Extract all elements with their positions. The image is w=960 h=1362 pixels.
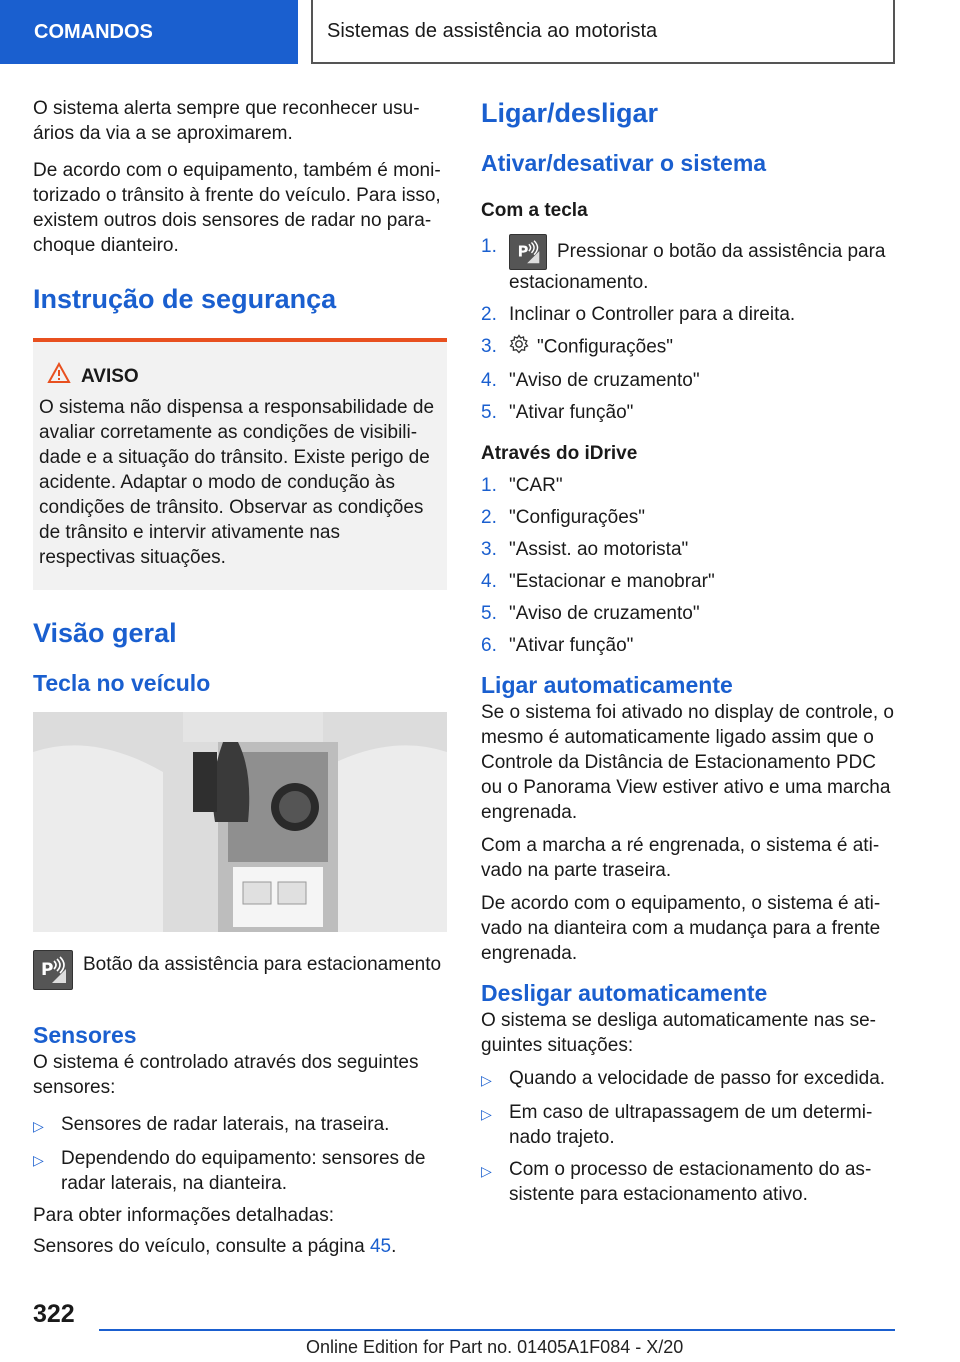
list-item: 4. "Estacionar e manobrar": [481, 571, 715, 592]
bullet-triangle-icon: ▷: [33, 1152, 44, 1168]
more-info-text: Para obter informações detalhadas:: [33, 1205, 335, 1226]
list-item: 3. "Configurações": [481, 334, 896, 361]
onoff-heading: Ligar/desligar: [481, 98, 659, 128]
auto-on-paragraph-2: Com a marcha a ré engrenada, o sistema é ativado na parte traseira.: [481, 835, 880, 881]
footer-edition: Online Edition for Part no. 01405A1F084 - X/20: [306, 1337, 684, 1357]
bullet-triangle-icon: ▷: [481, 1106, 492, 1122]
list-item: 1. "CAR": [481, 475, 563, 496]
intro-paragraph-2: De acordo com o equipamento, também é monitorizado o trânsito à frente do veículo. Para isso, existem outros dois sensores de radar no para-choque dianteiro.: [33, 160, 441, 256]
list-item: ▷ Em caso de ultrapassagem de um determinado trajeto.: [481, 1102, 873, 1148]
auto-on-heading: Ligar automaticamente: [481, 672, 733, 698]
list-item: 4. "Aviso de cruzamento": [481, 370, 700, 391]
bullet-triangle-icon: ▷: [33, 1118, 44, 1134]
auto-off-text: O sistema se desliga automaticamente nas seguintes situações:: [481, 1010, 876, 1056]
idrive-heading: Através do iDrive: [481, 443, 638, 464]
right-column: [481, 96, 896, 1214]
left-column: [33, 96, 447, 1271]
button-caption: Botão da assistência para estacionamento: [83, 954, 442, 975]
list-item: ▷ Com o processo de estacionamento do assistente para estacionamento ativo.: [481, 1159, 872, 1205]
header-chapter-label: Sistemas de assistência ao motorista: [327, 19, 658, 42]
with-key-heading: Com a tecla: [481, 200, 588, 221]
list-item: 5. "Aviso de cruzamento": [481, 603, 700, 624]
center-console-photo: [33, 712, 447, 932]
bullet-triangle-icon: ▷: [481, 1163, 492, 1179]
button-caption-row: [33, 950, 447, 990]
warning-triangle-icon: [47, 362, 71, 391]
overview-heading: Visão geral: [33, 618, 177, 648]
list-item: 1. P Pressionar o botão da assistência para estacionamento.: [481, 236, 886, 293]
parking-assistant-button-icon: [33, 950, 73, 990]
activate-heading: Ativar/desativar o sistema: [481, 150, 767, 176]
key-steps-list: [481, 234, 896, 425]
page-number: 322: [33, 1300, 75, 1328]
svg-text:P: P: [517, 243, 529, 261]
header-chapter: [311, 0, 895, 64]
bullet-triangle-icon: ▷: [481, 1072, 492, 1088]
list-item: ▷ Dependendo do equipamento: sensores de radar laterais, na dianteira.: [33, 1148, 426, 1194]
auto-on-paragraph-3: De acordo com o equipamento, o sistema é ativado na dianteira com a mudança para a frente engrenada.: [481, 893, 881, 964]
list-item: 2. "Configurações": [481, 507, 646, 528]
header-section-label: COMANDOS: [34, 20, 153, 43]
auto-on-paragraph-1: Se o sistema foi ativado no display de controle, o mesmo é automaticamente ligado assim que o Controle da Distância de Estacionamento PDC ou o Panorama View estiver ativo e uma marcha engrenada.: [481, 702, 894, 823]
auto-off-list: [481, 1066, 896, 1207]
list-item: 5. "Ativar função": [481, 402, 634, 423]
idrive-steps-list: [481, 473, 896, 658]
sensors-heading: Sensores: [33, 1022, 137, 1048]
gear-icon: [509, 334, 529, 361]
page-link[interactable]: 45: [369, 1236, 392, 1257]
safety-heading: Instrução de segurança: [33, 284, 337, 314]
list-item: ▷ Quando a velocidade de passo for excedida.: [481, 1066, 896, 1093]
sensors-text: O sistema é controlado através dos seguintes sensores:: [33, 1052, 419, 1098]
warning-label: AVISO: [81, 366, 139, 387]
intro-paragraph-1: O sistema alerta sempre que reconhecer usuários da via a se aproximarem.: [33, 98, 420, 144]
footer-rule: [99, 1329, 895, 1331]
see-page-ref: Sensores do veículo, consulte a página 45.: [33, 1236, 397, 1257]
list-item: 3. "Assist. ao motorista": [481, 539, 689, 560]
list-item: 2. Inclinar o Controller para a direita.: [481, 304, 796, 325]
auto-off-heading: Desligar automaticamente: [481, 980, 768, 1006]
parking-assistant-button-icon: [509, 234, 547, 270]
svg-text:P: P: [41, 960, 54, 980]
list-item: ▷ Sensores de radar laterais, na traseira.: [33, 1112, 447, 1139]
header-section-tab: [0, 0, 298, 64]
list-item: 6. "Ativar função": [481, 635, 634, 656]
sensors-list: [33, 1112, 447, 1196]
key-heading: Tecla no veículo: [33, 670, 211, 696]
warning-box: [33, 338, 447, 590]
warning-text: O sistema não dispensa a responsabilidade de avaliar corretamente as condições de visibilidade e a situação do trânsito. Existe perigo de acidente. Adaptar o modo de condução às condições de trânsito. Observar as condições de trânsito e intervir ativamente nas respectivas situações.: [39, 397, 435, 568]
warning-title: [39, 362, 437, 391]
